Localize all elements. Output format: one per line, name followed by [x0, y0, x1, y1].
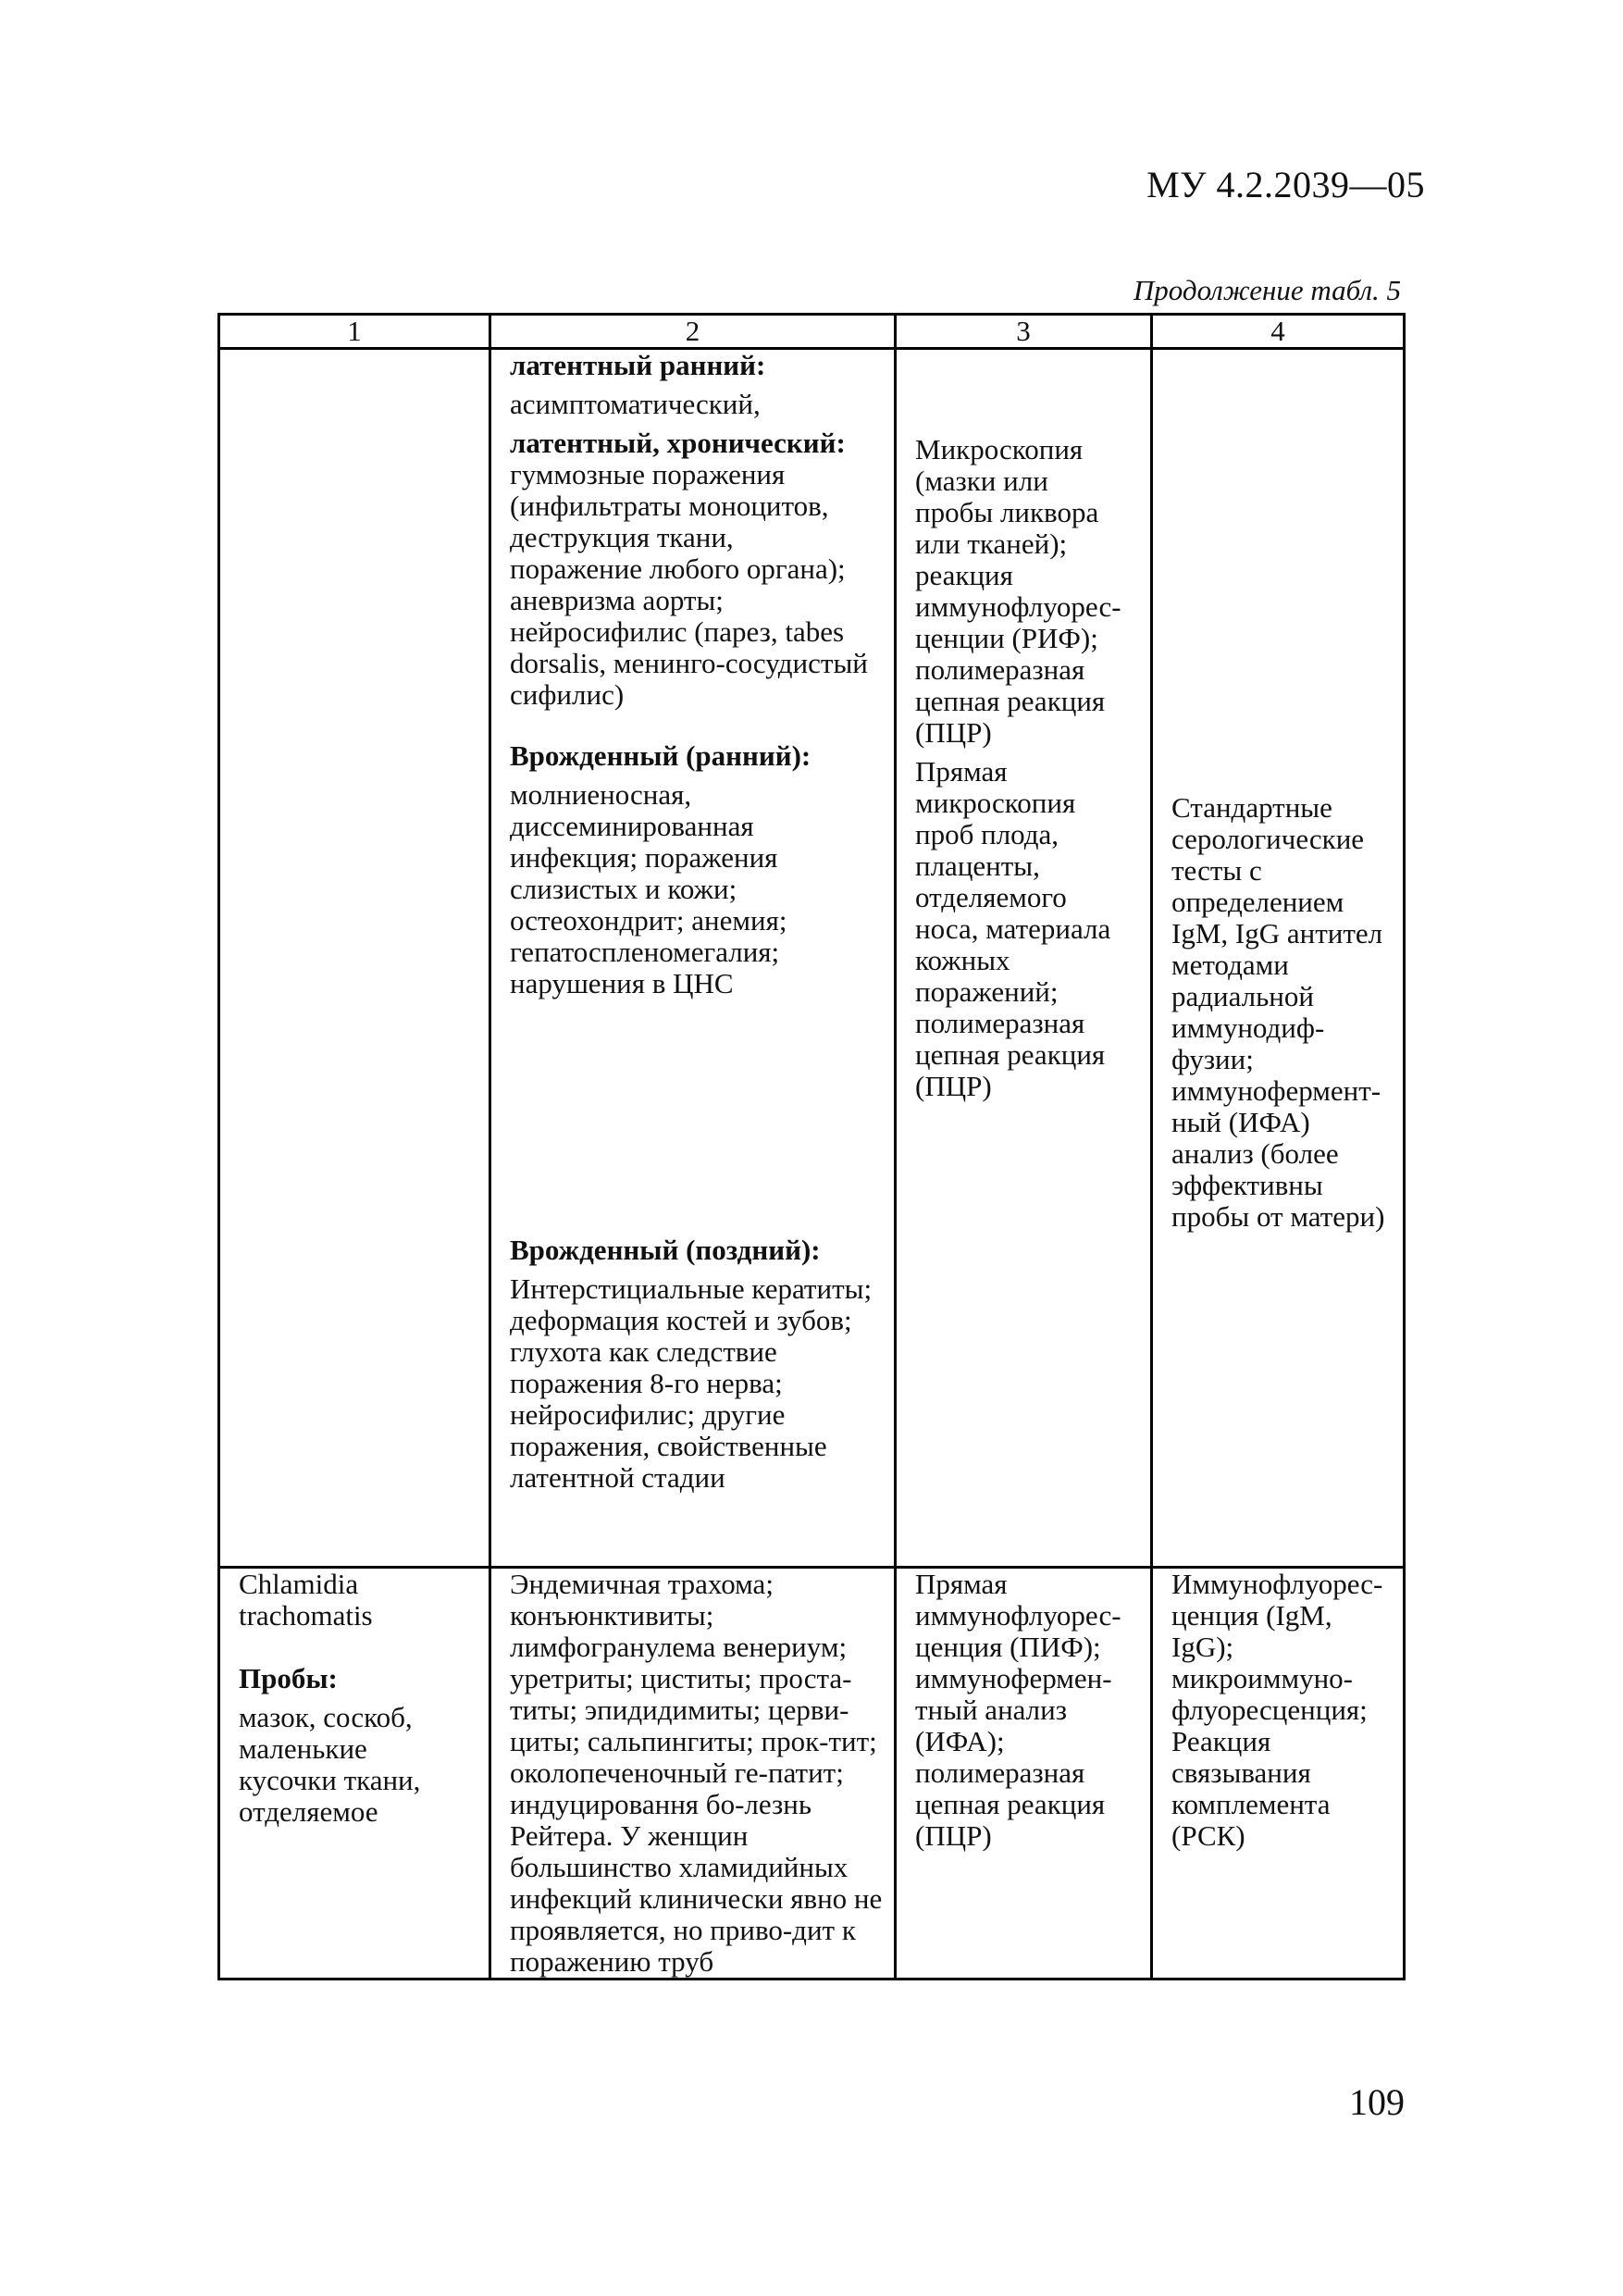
- congenital-serology-text: Стандартные серологические тесты с определением IgM, IgG антител методами радиальной иммунодиф-фузии; иммунофермент-ный (ИФА) анализ (более эффективны пробы от матери): [1171, 791, 1385, 1233]
- disease-table: [217, 313, 1406, 1980]
- column-header-1: 1: [219, 315, 490, 349]
- congenital-late-title: Врожденный (поздний):: [510, 1234, 821, 1266]
- column-header-2: 2: [490, 315, 896, 349]
- cell-chlamydia-methods: [896, 1568, 1152, 1980]
- cell-organism-empty: [219, 349, 490, 1568]
- congenital-late-text: Интерстициальные кератиты; деформация костей и зубов; глухота как следствие поражения 8-го нерва; нейросифилис; другие поражения, свойственные латентной стадии: [510, 1272, 873, 1494]
- page-number: 109: [1349, 2081, 1405, 2123]
- congenital-early-title: Врожденный (ранний):: [510, 739, 812, 772]
- samples-title: Пробы:: [239, 1662, 338, 1694]
- congenital-methods-text: Прямая микроскопия проб плода, плаценты, отделяемого носа, материала кожных поражений; полимеразная цепная реакция (ПЦР): [915, 755, 1111, 1102]
- document-code: МУ 4.2.2039—05: [1146, 164, 1425, 205]
- latent-chronic-title: латентный, хронический:: [510, 427, 846, 459]
- cell-chlamydia-serology: [1152, 1568, 1405, 1980]
- cell-chlamydia-clinical: [490, 1568, 896, 1980]
- latent-chronic-text: гуммозные поражения (инфильтраты моноцитов, деструкция ткани, поражение любого органа); аневризма аорты; нейросифилис (парез, tabes dorsalis, менинго-сосудистый сифилис): [510, 458, 868, 711]
- latent-early-text: асимптоматический,: [510, 388, 761, 420]
- chlamydia-clinical-text: Эндемичная трахома; конъюнктивиты; лимфогранулема венериум; уретриты; циститы; проста-титы; эпидидимиты; церви-циты; сальпингиты; прок-тит; околопеченочный ге-патит; индуцировання бо-лезнь Рейтера. У женщин большинство хламидийных инфекций клинически явно не проявляется, но приво-дит к поражению труб: [510, 1568, 883, 1978]
- table-header-row: [219, 315, 1405, 349]
- chlamydia-methods-text: Прямая иммунофлуорес-ценция (ПИФ); иммунофермен-тный анализ (ИФА); полимеразная цепная реакция (ПЦР): [915, 1568, 1121, 1852]
- cell-chlamydia-organism: [219, 1568, 490, 1980]
- cell-clinical-forms: [490, 349, 896, 1568]
- latent-methods-text: Микроскопия (мазки или пробы ликвора или тканей); реакция иммунофлуорес-ценции (РИФ); полимеразная цепная реакция (ПЦР): [915, 433, 1121, 749]
- table-continuation-label: Продолжение табл. 5: [1133, 274, 1401, 306]
- cell-serology: [1152, 349, 1405, 1568]
- column-header-3: 3: [896, 315, 1152, 349]
- organism-name: Chlamidia trachomatis: [239, 1568, 373, 1632]
- cell-diagnostic-methods: [896, 349, 1152, 1568]
- table-row-chlamydia: [219, 1568, 1405, 1980]
- latent-early-title: латентный ранний:: [510, 349, 766, 381]
- column-header-4: 4: [1152, 315, 1405, 349]
- table-row-syphilis-stages: [219, 349, 1405, 1568]
- congenital-early-text: молниеносная, диссеминированная инфекция; поражения слизистых и кожи; остеохондрит; анемия; гепатоспленомегалия; нарушения в ЦНС: [510, 778, 787, 999]
- chlamydia-serology-text: Иммунофлуорес-ценция (IgM, IgG); микроиммуно-флуоресценция; Реакция связывания комплемента (РСК): [1171, 1568, 1383, 1852]
- samples-text: мазок, соскоб, маленькие кусочки ткани, отделяемое: [239, 1701, 421, 1828]
